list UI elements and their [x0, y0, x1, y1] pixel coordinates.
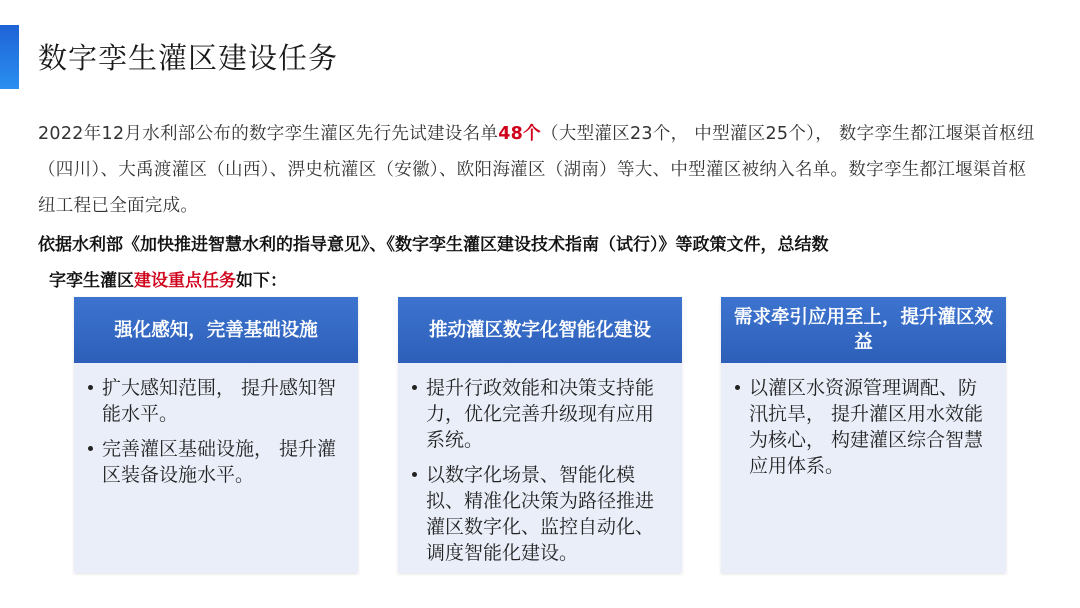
- task-card-title: 推动灌区数字化智能化建设: [398, 297, 682, 363]
- basis-line-2: [38, 263, 1038, 299]
- task-card-body: [735, 375, 992, 488]
- task-card-body: [412, 375, 668, 575]
- task-card-title: 强化感知，完善基础设施: [74, 297, 358, 363]
- basis-line-2-end: 如下：: [236, 271, 287, 291]
- task-list-item: 以灌区水资源管理调配、防汛抗旱， 提升灌区用水效能为核心， 构建灌区综合智慧应用体系。: [735, 375, 992, 479]
- task-list-item: 提升行政效能和决策支持能力，优化完善升级现有应用系统。: [412, 375, 668, 453]
- intro-text-end: （大型灌区23个， 中型灌区25个）， 数字孪生都江堰渠首枢纽（四川）、大禹渡灌区（山西）、淠史杭灌区（安徽）、欧阳海灌区（湖南）等大、中型灌区被纳入名单。数字孪生都江堰渠首枢纽工程已全面完成。: [38, 124, 1035, 216]
- task-card-title: 需求牵引应用至上，提升灌区效益: [721, 297, 1006, 363]
- basis-paragraph: [38, 227, 1038, 299]
- intro-highlight-count: 48个: [498, 124, 541, 144]
- title-accent-bar: [0, 25, 19, 89]
- task-card-application: [721, 297, 1006, 573]
- task-card-perception: [74, 297, 358, 573]
- task-list-item: 扩大感知范围， 提升感知智能水平。: [88, 375, 344, 427]
- task-list-item: 完善灌区基础设施， 提升灌区装备设施水平。: [88, 436, 344, 488]
- basis-line-2-start: 字孪生灌区: [49, 271, 134, 291]
- intro-text-start: 2022年12月水利部公布的数字孪生灌区先行先试建设名单: [38, 124, 499, 144]
- task-card-digitalization: [398, 297, 682, 573]
- task-list-item: 以数字化场景、智能化模拟、精准化决策为路径推进灌区数字化、监控自动化、调度智能化建设。: [412, 462, 668, 566]
- task-card-body: [88, 375, 344, 497]
- basis-highlight: 建设重点任务: [134, 271, 236, 291]
- basis-line-1: 依据水利部《加快推进智慧水利的指导意见》、《数字孪生灌区建设技术指南（试行）》等政策文件，总结数: [38, 235, 829, 255]
- intro-paragraph: [38, 116, 1038, 224]
- page-title: 数字孪生灌区建设任务: [38, 41, 339, 75]
